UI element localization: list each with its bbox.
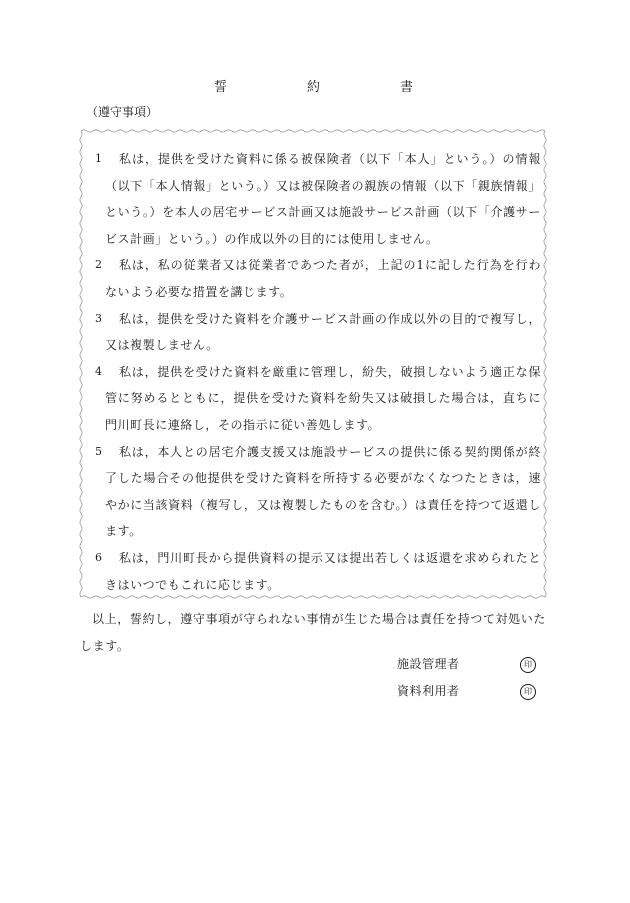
oath-item xyxy=(0,359,630,439)
item-text: 私は，門川町長から提供資料の提示又は提出若しくは返還を求められたときはいつでもこれに応じます。 xyxy=(105,550,541,592)
subtitle: （遵守事項） xyxy=(86,105,159,119)
item-number: 4 xyxy=(95,364,103,378)
closing-statement: 以上，誓約し，遵守事項が守られない事情が生じた場合は責任を持つて対処いたします。 xyxy=(80,612,546,653)
facility-manager-label: 施設管理者 xyxy=(397,657,460,671)
data-user-label: 資料利用者 xyxy=(397,684,460,698)
oath-item xyxy=(0,306,630,359)
item-text: 私は，私の従業者又は従業者であつた者が，上記の1に記した行為を行わないよう必要な措置を講じます。 xyxy=(105,258,541,299)
item-number: 6 xyxy=(95,550,103,564)
title-char-2: 約 xyxy=(307,80,321,95)
item-number: 1 xyxy=(95,152,103,165)
title-char-3: 書 xyxy=(400,80,414,95)
seal-mark: 印 xyxy=(520,684,536,700)
oath-item xyxy=(0,439,630,545)
item-text: 私は，提供を受けた資料に係る被保険者（以下「本人」という。）の情報（以下「本人情報」という。）又は被保険者の親族の情報（以下「親族情報」という。）を本人の居宅サービス計画又は施設サービス計画（以下「介護サービス計画」という。）の作成以外の目的には使用しません。 xyxy=(105,152,541,246)
seal-mark: 印 xyxy=(520,657,536,673)
document-title xyxy=(0,78,630,98)
oath-item xyxy=(0,252,630,305)
oath-item xyxy=(0,545,630,598)
oath-items-list xyxy=(0,146,630,598)
item-text: 私は，提供を受けた資料を厳重に管理し，紛失，破損しないよう適正な保管に努めるとともに，提供を受けた資料を紛失又は破損した場合は，直ちに門川町長に連絡し，その指示に従い善処します。 xyxy=(105,364,541,432)
item-number: 5 xyxy=(95,444,103,458)
title-char-1: 誓 xyxy=(214,80,228,95)
item-text: 私は，提供を受けた資料を介護サービス計画の作成以外の目的で複写し，又は複製しません。 xyxy=(105,311,541,353)
oath-item xyxy=(0,146,630,252)
item-text: 私は，本人との居宅介護支援又は施設サービスの提供に係る契約関係が終了した場合その他提供を受けた資料を所持する必要がなくなつたときは，速やかに当該資料（複写し，又は複製したものを含む。）は責任を持つて返還します。 xyxy=(105,444,541,539)
item-number: 2 xyxy=(95,258,103,272)
item-number: 3 xyxy=(95,311,103,325)
